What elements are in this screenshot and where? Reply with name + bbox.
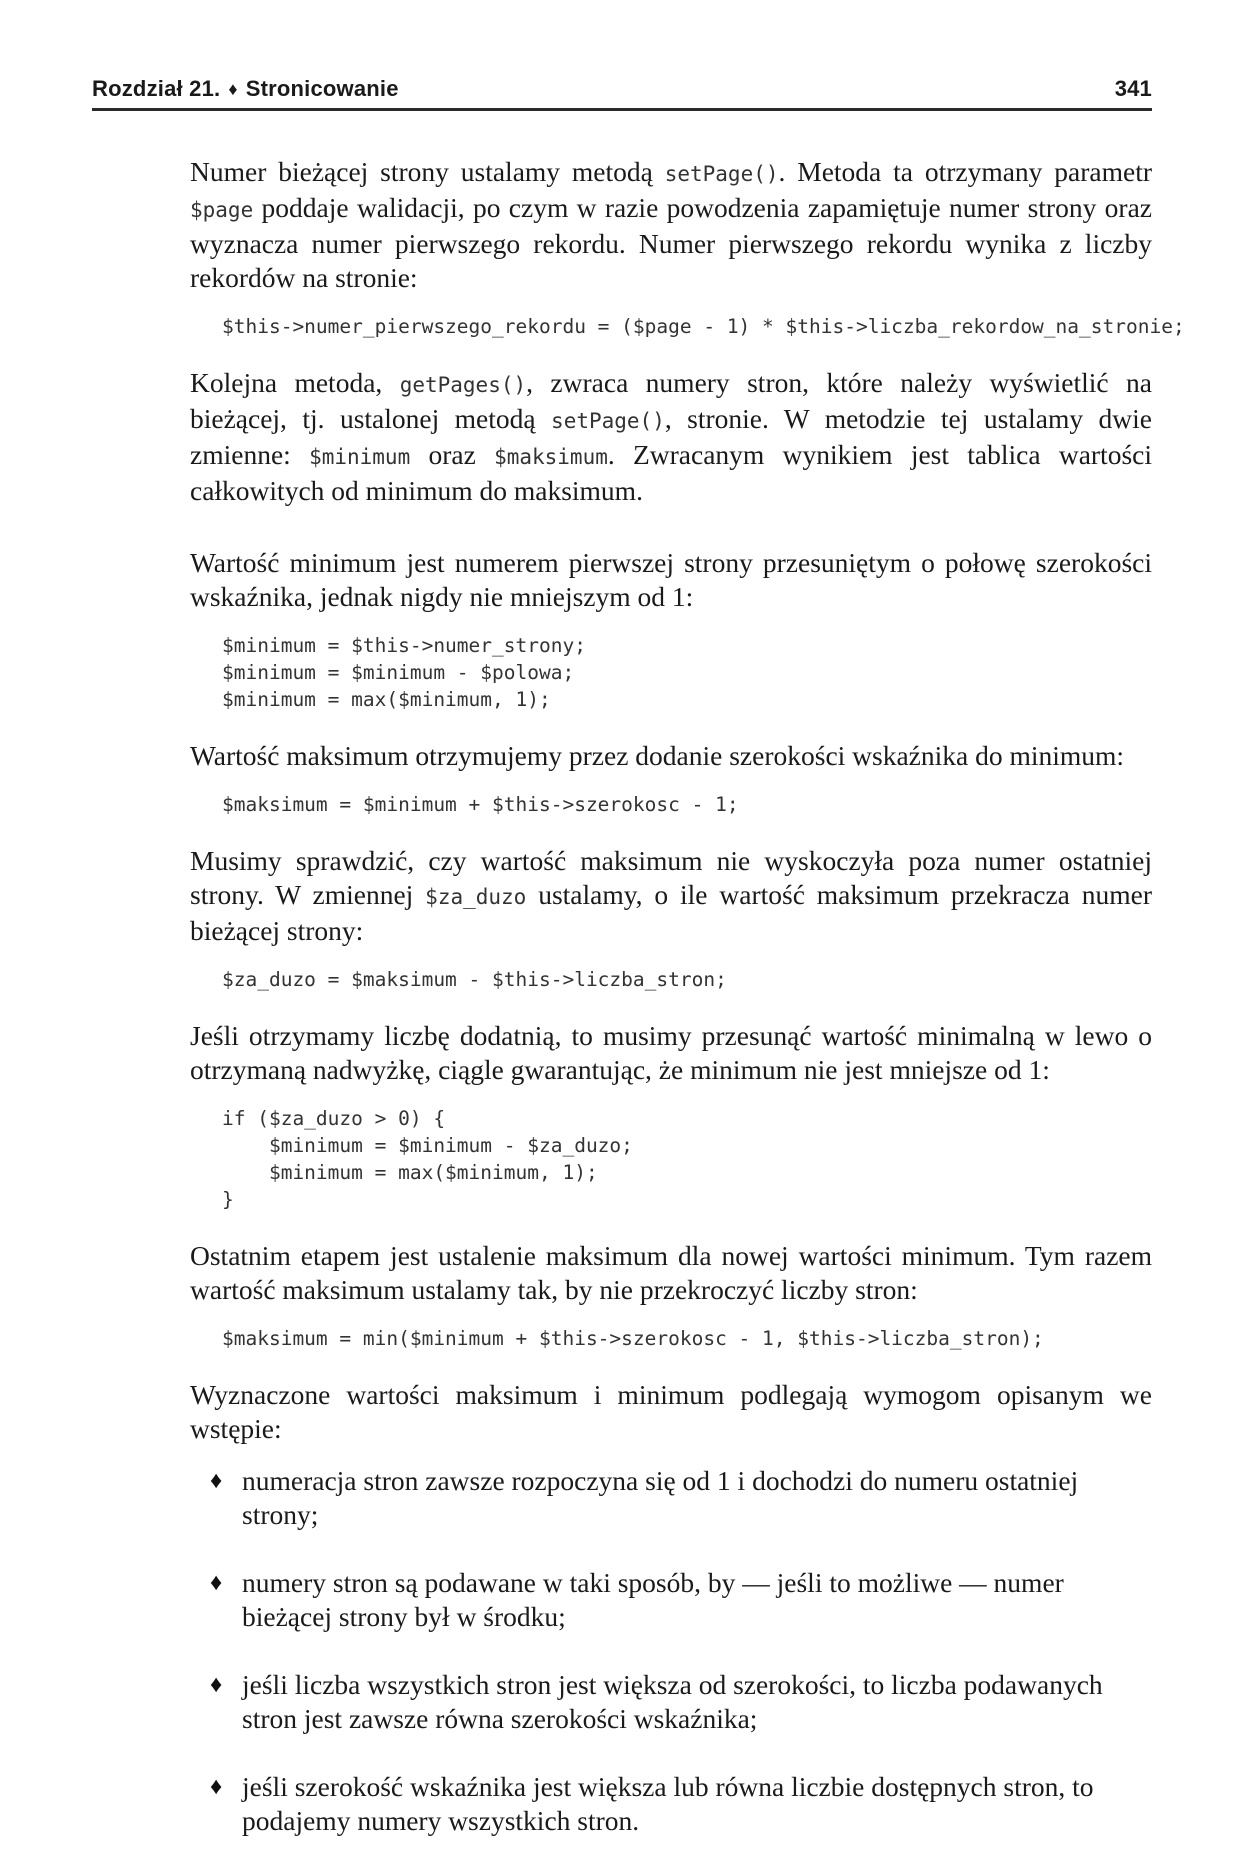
code-block-min: $maksimum = min($minimum + $this->szerokosc - 1, $this->liczba_stron); (222, 1327, 1044, 1350)
code-block-maksimum: $maksimum = $minimum + $this->szerokosc - 1; (222, 793, 739, 816)
paragraph-last-step: Ostatnim etapem jest ustalenie maksimum dla nowej wartości minimum. Tym razem wartość maksimum ustalamy tak, by nie przekroczyć liczby stron: (190, 1240, 1152, 1305)
text-run: Numer bieżącej strony ustalamy metodą (190, 156, 665, 187)
list-item (190, 1668, 1152, 1736)
diamond-bullet-icon: ♦ (210, 1774, 223, 1800)
running-header (92, 76, 1152, 111)
code-block-first-record: $this->numer_pierwszego_rekordu = ($page - 1) * $this->liczba_rekordow_na_stronie; (222, 315, 1185, 338)
diamond-icon: ♦ (228, 79, 238, 99)
list-item (190, 1464, 1152, 1532)
list-item (190, 1566, 1152, 1634)
section-title: Stronicowanie (245, 76, 399, 101)
text-run: Musimy sprawdzić, czy wartość maksimum nie wyskoczyła poza numer ostatniej strony. W zmiennej (190, 845, 1152, 910)
list-item (190, 1770, 1152, 1838)
chapter-label: Rozdział 21. (92, 76, 221, 101)
paragraph-minimum: Wartość minimum jest numerem pierwszej strony przesuniętym o połowę szerokości wskaźnika, jednak nigdy nie mniejszym od 1: (190, 547, 1152, 612)
page-number: 341 (1114, 76, 1152, 101)
diamond-bullet-icon: ♦ (210, 1468, 223, 1494)
text-run: ustalamy, o ile wartość maksimum przekracza numer bieżącej strony: (190, 879, 1152, 946)
requirements-list (190, 1464, 1152, 1838)
inline-code: setPage() (551, 409, 665, 433)
list-item-text: numeracja stron zawsze rozpoczyna się od 1 i dochodzi do numeru ostatniej strony; (242, 1465, 1079, 1530)
paragraph-summary: Wyznaczone wartości maksimum i minimum podlegają wymogom opisanym we wstępie: (190, 1379, 1152, 1444)
paragraph-setpage (190, 155, 1152, 295)
list-item-text: jeśli liczba wszystkich stron jest większa od szerokości, to liczba podawanych stron jest zawsze równa szerokości wskaźnika; (242, 1669, 1103, 1734)
code-block-if: if ($za_duzo > 0) { $minimum = $minimum - $za_duzo; $minimum = max($minimum, 1); } (222, 1107, 633, 1211)
paragraph-za-duzo (190, 844, 1152, 948)
page-body (190, 155, 1185, 1872)
list-item-text: jeśli szerokość wskaźnika jest większa lub równa liczbie dostępnych stron, to podajemy numery wszystkich stron. (242, 1771, 1094, 1836)
text-run: Kolejna metoda, (190, 367, 400, 398)
text-run: . Metoda ta otrzymany parametr (778, 156, 1152, 187)
code-block-minimum: $minimum = $this->numer_strony; $minimum = $minimum - $polowa; $minimum = max($minimum, 1); (222, 634, 586, 711)
text-run: . Zwracanym wynikiem jest tablica wartości całkowitych od minimum do maksimum. (190, 439, 1152, 506)
text-run: , stronie. W metodzie tej ustalamy dwie zmienne: (190, 403, 1152, 470)
inline-code: $maksimum (494, 445, 608, 469)
header-title (92, 76, 399, 102)
inline-code: setPage() (664, 162, 779, 186)
inline-code: $page (190, 198, 254, 222)
inline-code: getPages() (399, 373, 527, 397)
code-block-za-duzo: $za_duzo = $maksimum - $this->liczba_stron; (222, 968, 727, 991)
diamond-bullet-icon: ♦ (210, 1672, 223, 1698)
diamond-bullet-icon: ♦ (210, 1570, 223, 1596)
text-run: , zwraca numery stron, które należy wyświetlić na bieżącej, tj. ustalonej metodą (190, 367, 1152, 434)
list-item-text: numery stron są podawane w taki sposób, by — jeśli to możliwe — numer bieżącej strony był w środku; (242, 1567, 1064, 1632)
text-run: oraz (410, 439, 495, 470)
paragraph-getpages (190, 366, 1152, 508)
text-run: poddaje walidacji, po czym w razie powodzenia zapamiętuje numer strony oraz wyznacza numer pierwszego rekordu. Numer pierwszego rekordu wynika z liczby rekordów na stronie: (190, 192, 1152, 293)
inline-code: $za_duzo (425, 885, 527, 909)
paragraph-maksimum: Wartość maksimum otrzymujemy przez dodanie szerokości wskaźnika do minimum: (190, 740, 1125, 771)
paragraph-positive: Jeśli otrzymamy liczbę dodatnią, to musimy przesunąć wartość minimalną w lewo o otrzymaną nadwyżkę, ciągle gwarantując, że minimum nie jest mniejsze od 1: (190, 1020, 1152, 1085)
inline-code: $minimum (309, 445, 411, 469)
